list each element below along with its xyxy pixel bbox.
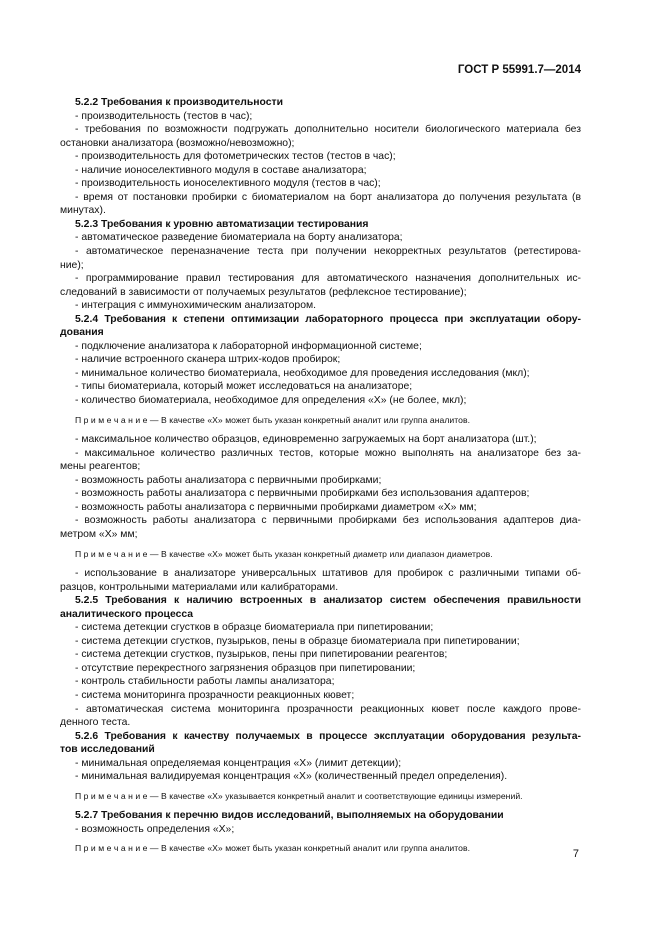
list-item: - автоматическая система мониторинга прозрачности реакционных кювет после каждого прове- (75, 703, 581, 715)
list-item: - система детекции сгустков, пузырьков, пены при пипетировании реагентов; (75, 649, 448, 661)
list-item: - производительность ионоселективного модуля (тестов в час); (75, 178, 381, 190)
list-item: - автоматическое переназначение теста при получении некорректных результатов (ретестирова- (75, 246, 581, 258)
section-heading: 5.2.7 Требования к перечню видов исследований, выполняемых на оборудовании (75, 810, 504, 822)
list-item-cont: разцов, контрольными материалами или калибраторами. (60, 581, 339, 593)
list-item: - наличие встроенного сканера штрих-кодов пробирок; (75, 354, 341, 366)
list-item: - интеграция с иммунохимическим анализатором. (75, 300, 317, 312)
section-heading-cont: дования (60, 327, 104, 339)
list-item-cont: метром «Х» мм; (60, 528, 138, 540)
note-text: П р и м е ч а н и е — В качестве «Х» указывается конкретный аналит и соответствующие единицы измерений. (75, 790, 523, 801)
list-item: - минимальная определяемая концентрация «Х» (лимит детекции); (75, 757, 402, 769)
list-item-cont: мены реагентов; (60, 461, 141, 473)
list-item: - отсутствие перекрестного загрязнения образцов при пипетировании; (75, 662, 416, 674)
list-item: - система мониторинга прозрачности реакционных кювет; (75, 689, 355, 701)
section-heading: 5.2.2 Требования к производительности (75, 97, 283, 108)
note-text: П р и м е ч а н и е — В качестве «Х» может быть указан конкретный аналит или группа аналитов. (75, 843, 471, 854)
list-item: - максимальное количество различных тестов, которые можно выполнять на анализаторе без за- (75, 447, 581, 459)
list-item: - время от постановки пробирки с биоматериалом на борт анализатора до получения результата (в (75, 191, 581, 203)
list-item-cont: остановки анализатора (возможно/невозможно); (60, 137, 295, 149)
list-item: - требования по возможности подгружать дополнительно носители биологического материала без (75, 124, 581, 136)
list-item: - возможность работы анализатора с первичными пробирками диаметром «Х» мм; (75, 501, 477, 513)
list-item: - возможность работы анализатора с первичными пробирками; (75, 474, 382, 486)
section-heading: 5.2.5 Требования к наличию встроенных в анализатор систем обеспечения правильности (75, 595, 581, 607)
list-item: - автоматическое разведение биоматериала на борту анализатора; (75, 232, 403, 244)
list-item: - типы биоматериала, который может исследоваться на анализаторе; (75, 381, 413, 393)
list-item: - наличие ионоселективного модуля в составе анализатора; (75, 164, 367, 176)
list-item-cont: минутах). (60, 205, 106, 217)
section-heading: 5.2.6 Требования к качеству получаемых в процессе эксплуатации оборудования результа- (75, 730, 581, 742)
section-heading-cont: аналитического процесса (60, 608, 194, 620)
list-item-cont: следований в зависимости от получаемых результатов (рефлексное тестирование); (60, 286, 467, 298)
section-heading: 5.2.3 Требования к уровню автоматизации тестирования (75, 218, 369, 230)
section-heading: 5.2.4 Требования к степени оптимизации лабораторного процесса при эксплуатации обору- (75, 313, 581, 325)
list-item: - максимальное количество образцов, единовременно загружаемых на борт анализатора (шт.); (75, 434, 537, 446)
list-item: - минимальное количество биоматериала, необходимое для проведения исследования (мкл); (75, 367, 530, 379)
list-item: - возможность определения «Х»; (75, 823, 235, 835)
list-item: - система детекции сгустков, пузырьков, пены в образце биоматериала при пипетировании; (75, 635, 520, 647)
list-item: - производительность для фотометрических тестов (тестов в час); (75, 151, 396, 163)
list-item-cont: ние); (60, 259, 84, 271)
list-item: - возможность работы анализатора с первичными пробирками без использования адаптеров; (75, 488, 530, 500)
note-text: П р и м е ч а н и е — В качестве «Х» может быть указан конкретный аналит или группа аналитов. (75, 414, 471, 425)
list-item: - система детекции сгустков в образце биоматериала при пипетировании; (75, 622, 434, 634)
list-item: - использование в анализаторе универсальных штативов для пробирок с различными типами об- (75, 568, 581, 580)
document-header: ГОСТ Р 55991.7—2014 (457, 64, 581, 76)
list-item: - программирование правил тестирования для автоматического назначения дополнительных ис- (75, 273, 581, 285)
page-number: 7 (572, 848, 579, 860)
document-body (60, 96, 581, 862)
list-item-cont: денного теста. (60, 717, 131, 729)
list-item: - подключение анализатора к лабораторной информационной системе; (75, 340, 422, 352)
list-item: - количество биоматериала, необходимое для определения «Х» (не более, мкл); (75, 395, 467, 407)
list-item: - производительность (тестов в час); (75, 110, 253, 122)
section-heading-cont: тов исследований (60, 744, 155, 756)
list-item: - минимальная валидируемая концентрация «Х» (количественный предел определения). (75, 771, 508, 783)
note-text: П р и м е ч а н и е — В качестве «Х» может быть указан конкретный диаметр или диапазон диаметров. (75, 548, 493, 559)
list-item: - контроль стабильности работы лампы анализатора; (75, 676, 335, 688)
list-item: - возможность работы анализатора с первичными пробирками без использования адаптеров диа- (75, 515, 581, 527)
